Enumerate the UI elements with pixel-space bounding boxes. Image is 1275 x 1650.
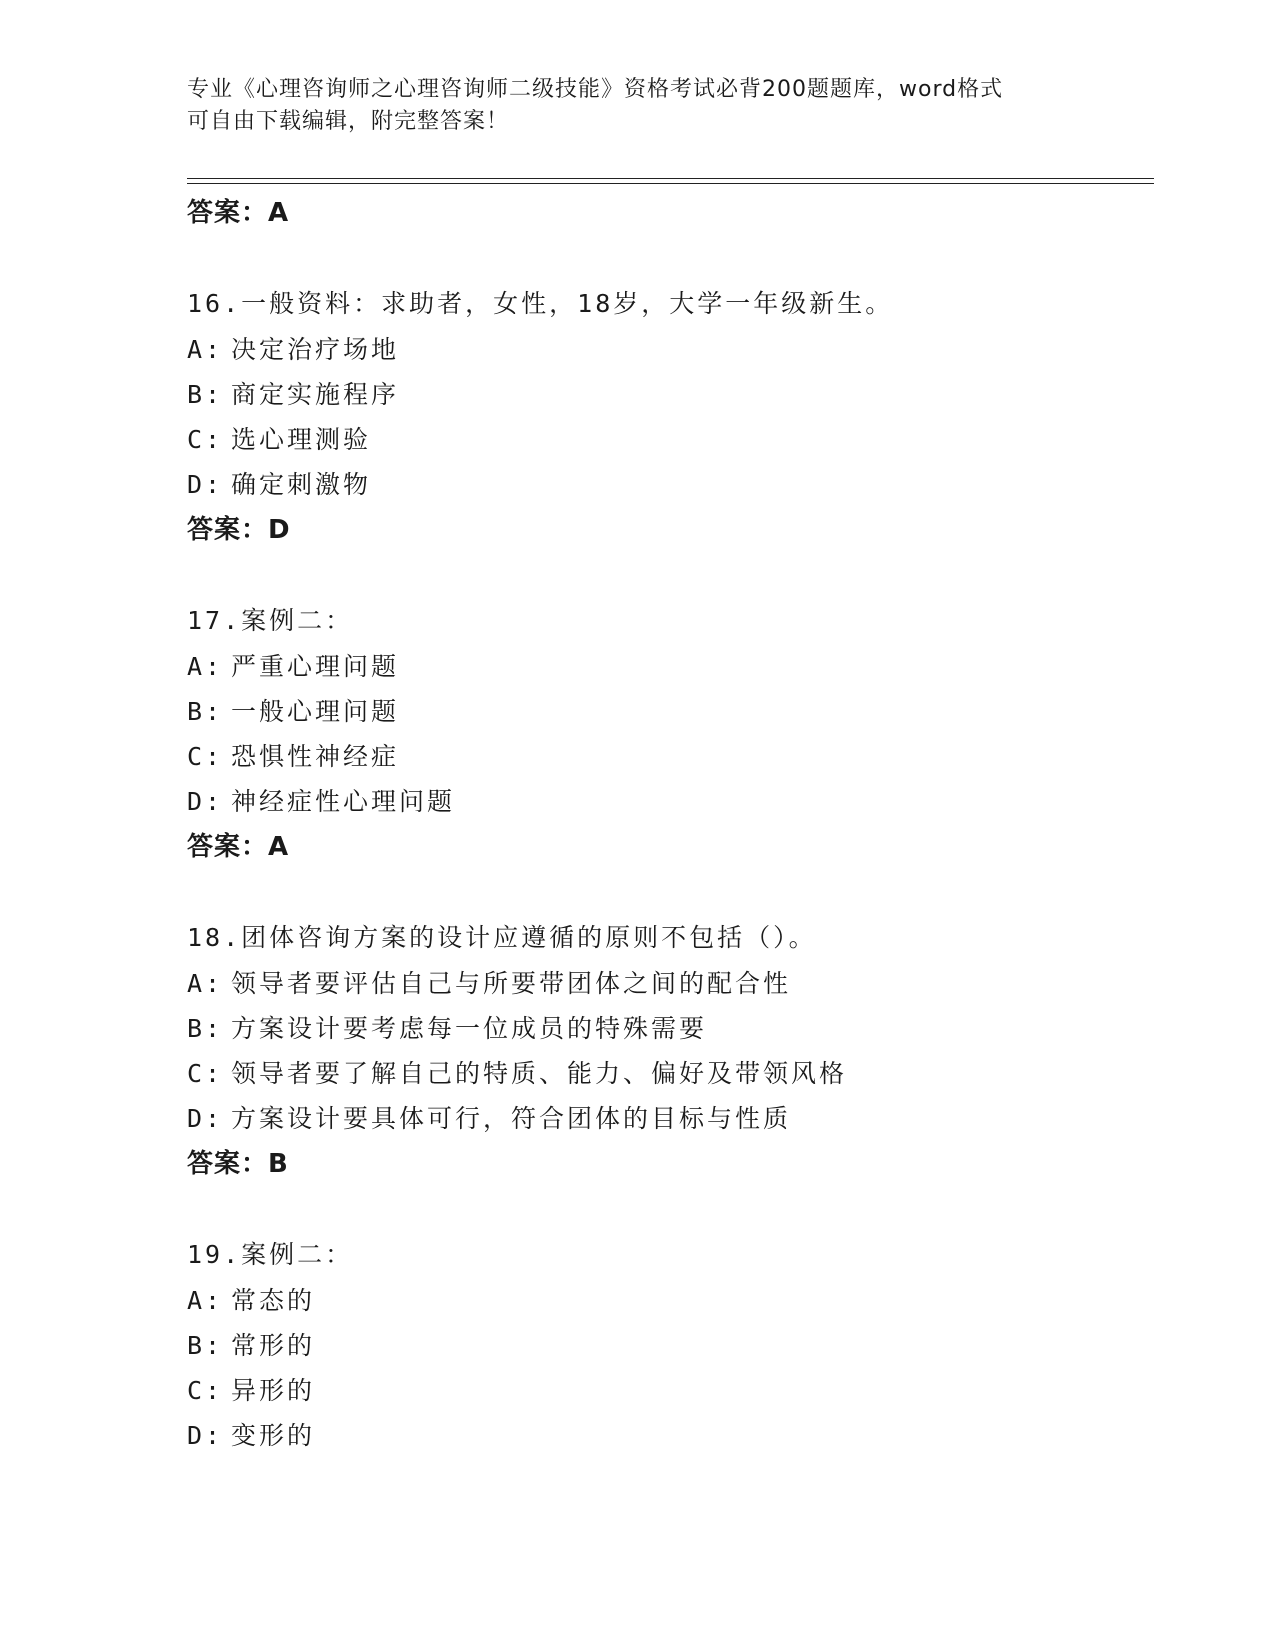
option-letter: B:: [187, 697, 224, 726]
option-letter: A:: [187, 335, 224, 364]
option-b: [187, 689, 1147, 734]
option-letter: C:: [187, 1376, 224, 1405]
option-text: 常形的: [231, 1331, 316, 1360]
option-text: 商定实施程序: [231, 380, 400, 409]
option-c: [187, 734, 1147, 779]
option-b: [187, 372, 1147, 417]
option-text: 方案设计要具体可行，符合团体的目标与性质: [231, 1104, 792, 1133]
option-b: [187, 1323, 1147, 1368]
option-letter: D:: [187, 787, 224, 816]
option-letter: A:: [187, 1286, 224, 1315]
option-letter: B:: [187, 380, 224, 409]
option-letter: D:: [187, 1104, 224, 1133]
option-a: [187, 1278, 1147, 1323]
question-stem: 16.一般资料：求助者，女性，18岁，大学一年级新生。: [187, 289, 894, 318]
question-list: [187, 190, 1147, 1458]
answer-line: 答案：D: [187, 515, 291, 545]
option-text: 决定治疗场地: [231, 335, 400, 364]
option-text: 方案设计要考虑每一位成员的特殊需要: [231, 1014, 708, 1043]
option-text: 变形的: [231, 1421, 316, 1450]
option-d: [187, 462, 1147, 507]
option-c: [187, 1368, 1147, 1413]
question-stem: 19.案例二：: [187, 1240, 354, 1269]
option-a: [187, 327, 1147, 372]
option-letter: C:: [187, 425, 224, 454]
option-text: 异形的: [231, 1376, 316, 1405]
header-line-1: 专业《心理咨询师之心理咨询师二级技能》资格考试必背200题题库，word格式: [187, 77, 1004, 102]
answer-line: 答案：B: [187, 1149, 289, 1179]
option-letter: B:: [187, 1331, 224, 1360]
option-d: [187, 1413, 1147, 1458]
option-text: 恐惧性神经症: [231, 742, 400, 771]
document-header: [187, 74, 1067, 138]
option-d: [187, 779, 1147, 824]
option-letter: D:: [187, 470, 224, 499]
option-text: 选心理测验: [231, 425, 372, 454]
header-line-2: 可自由下载编辑，附完整答案！: [187, 109, 510, 134]
answer-line: 答案：A: [187, 198, 290, 228]
option-b: [187, 1006, 1147, 1051]
option-a: [187, 961, 1147, 1006]
answer-line: 答案：A: [187, 832, 290, 862]
option-text: 领导者要了解自己的特质、能力、偏好及带领风格: [231, 1059, 848, 1088]
option-text: 严重心理问题: [231, 652, 400, 681]
option-letter: A:: [187, 652, 224, 681]
option-a: [187, 644, 1147, 689]
option-text: 一般心理问题: [231, 697, 400, 726]
option-d: [187, 1096, 1147, 1141]
option-text: 常态的: [231, 1286, 316, 1315]
option-letter: B:: [187, 1014, 224, 1043]
option-letter: C:: [187, 742, 224, 771]
option-text: 神经症性心理问题: [231, 787, 456, 816]
question-stem: 17.案例二：: [187, 606, 354, 635]
option-text: 确定刺激物: [231, 470, 372, 499]
question-stem: 18.团体咨询方案的设计应遵循的原则不包括（）。: [187, 923, 817, 952]
header-divider: [187, 178, 1154, 184]
option-c: [187, 1051, 1147, 1096]
option-letter: C:: [187, 1059, 224, 1088]
option-letter: A:: [187, 969, 224, 998]
option-c: [187, 417, 1147, 462]
option-text: 领导者要评估自己与所要带团体之间的配合性: [231, 969, 792, 998]
option-letter: D:: [187, 1421, 224, 1450]
